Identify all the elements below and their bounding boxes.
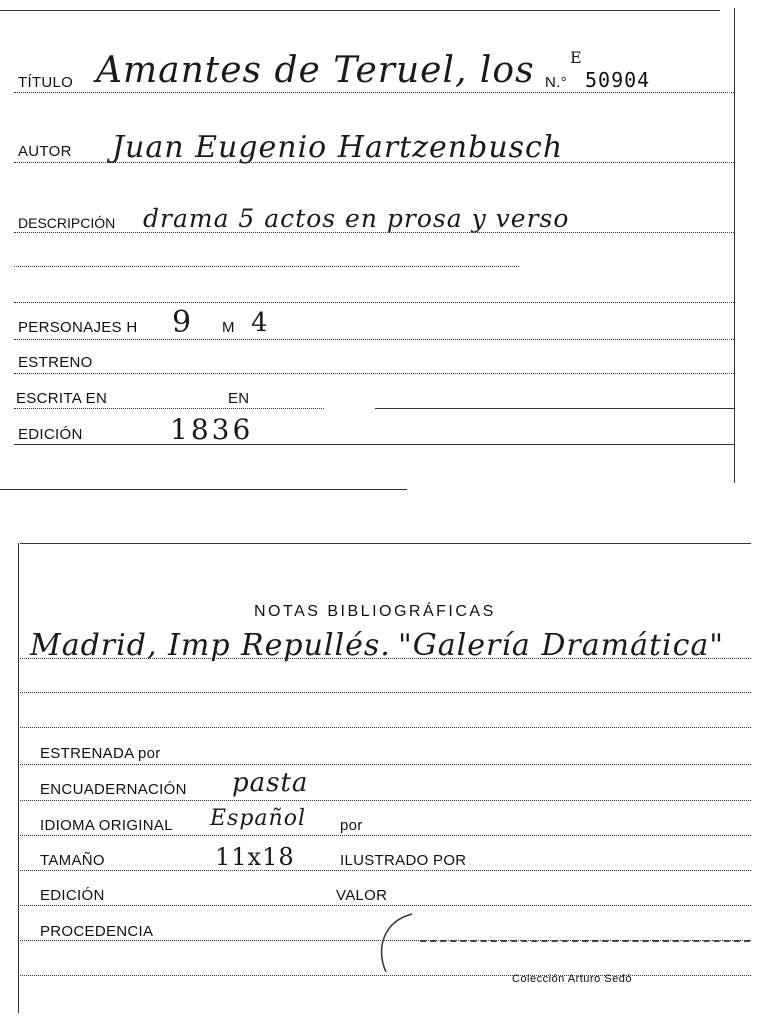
stamp-dash bbox=[420, 940, 750, 942]
ruled-line bbox=[14, 92, 734, 93]
personajes-h-value: 9 bbox=[172, 305, 193, 340]
coleccion-stamp: Colección Arturo Sedó bbox=[512, 973, 632, 985]
personajes-m-label: M bbox=[222, 319, 235, 336]
ruled-line bbox=[20, 835, 751, 836]
ruled-line bbox=[20, 905, 751, 906]
card-left-edge bbox=[18, 543, 19, 1013]
card-right-edge bbox=[734, 8, 735, 483]
ruled-line bbox=[14, 408, 324, 409]
descripcion-label: DESCRIPCIÓN bbox=[18, 215, 116, 231]
ruled-line bbox=[14, 339, 734, 340]
tamano-label: TAMAÑO bbox=[40, 852, 105, 869]
card-top-border bbox=[0, 10, 720, 11]
idioma-label: IDIOMA ORIGINAL bbox=[40, 817, 173, 834]
ruled-line bbox=[20, 727, 751, 728]
autor-value: Juan Eugenio Hartzenbusch bbox=[112, 130, 564, 165]
ruled-line bbox=[375, 408, 734, 409]
ruled-line bbox=[20, 658, 751, 659]
ruled-line bbox=[20, 800, 751, 801]
titulo-value: Amantes de Teruel, los bbox=[96, 50, 535, 91]
procedencia-label: PROCEDENCIA bbox=[40, 923, 154, 940]
numero-value: 50904 bbox=[585, 68, 651, 92]
ruled-line bbox=[14, 444, 734, 445]
por-label: por bbox=[340, 817, 363, 834]
ruled-line bbox=[20, 975, 751, 976]
notas-heading: NOTAS BIBLIOGRÁFICAS bbox=[254, 603, 496, 620]
ruled-line bbox=[20, 692, 751, 693]
edicion-label: EDICIÓN bbox=[18, 426, 83, 443]
escrita-en-label: ESCRITA EN bbox=[16, 390, 108, 407]
ruled-line bbox=[14, 266, 519, 267]
idioma-value: Español bbox=[210, 806, 306, 831]
numero-label: N.° bbox=[545, 74, 567, 91]
estrenada-label: ESTRENADA por bbox=[40, 745, 161, 762]
numero-prefix: E bbox=[570, 48, 583, 67]
notas-line1-left: Madrid, Imp Repullés. bbox=[30, 628, 391, 663]
notas-line1-right: "Galería Dramática" bbox=[398, 628, 725, 663]
encuadernacion-value: pasta bbox=[232, 768, 309, 798]
ruled-line bbox=[14, 232, 734, 233]
valor-label: VALOR bbox=[336, 887, 388, 904]
ruled-line bbox=[20, 870, 751, 871]
titulo-label: TÍTULO bbox=[18, 74, 74, 91]
personajes-label: PERSONAJES H bbox=[18, 319, 138, 336]
tamano-value: 11x18 bbox=[215, 843, 295, 871]
ilustrado-label: ILUSTRADO POR bbox=[340, 852, 467, 869]
personajes-m-value: 4 bbox=[251, 308, 269, 338]
encuadernacion-label: ENCUADERNACIÓN bbox=[40, 781, 187, 798]
stamp-arc bbox=[372, 910, 432, 980]
autor-label: AUTOR bbox=[18, 143, 72, 160]
card-bottom-edge bbox=[0, 489, 407, 490]
escrita-en-2-label: EN bbox=[228, 390, 250, 407]
ruled-line bbox=[14, 373, 734, 374]
descripcion-value: drama 5 actos en prosa y verso bbox=[143, 204, 570, 233]
ruled-line bbox=[14, 162, 734, 163]
edicion-label: EDICIÓN bbox=[40, 887, 105, 904]
ruled-line bbox=[14, 302, 734, 303]
ruled-line bbox=[20, 764, 751, 765]
card-top-border bbox=[20, 543, 751, 544]
estreno-label: ESTRENO bbox=[18, 354, 93, 371]
edicion-value: 1836 bbox=[170, 413, 254, 446]
